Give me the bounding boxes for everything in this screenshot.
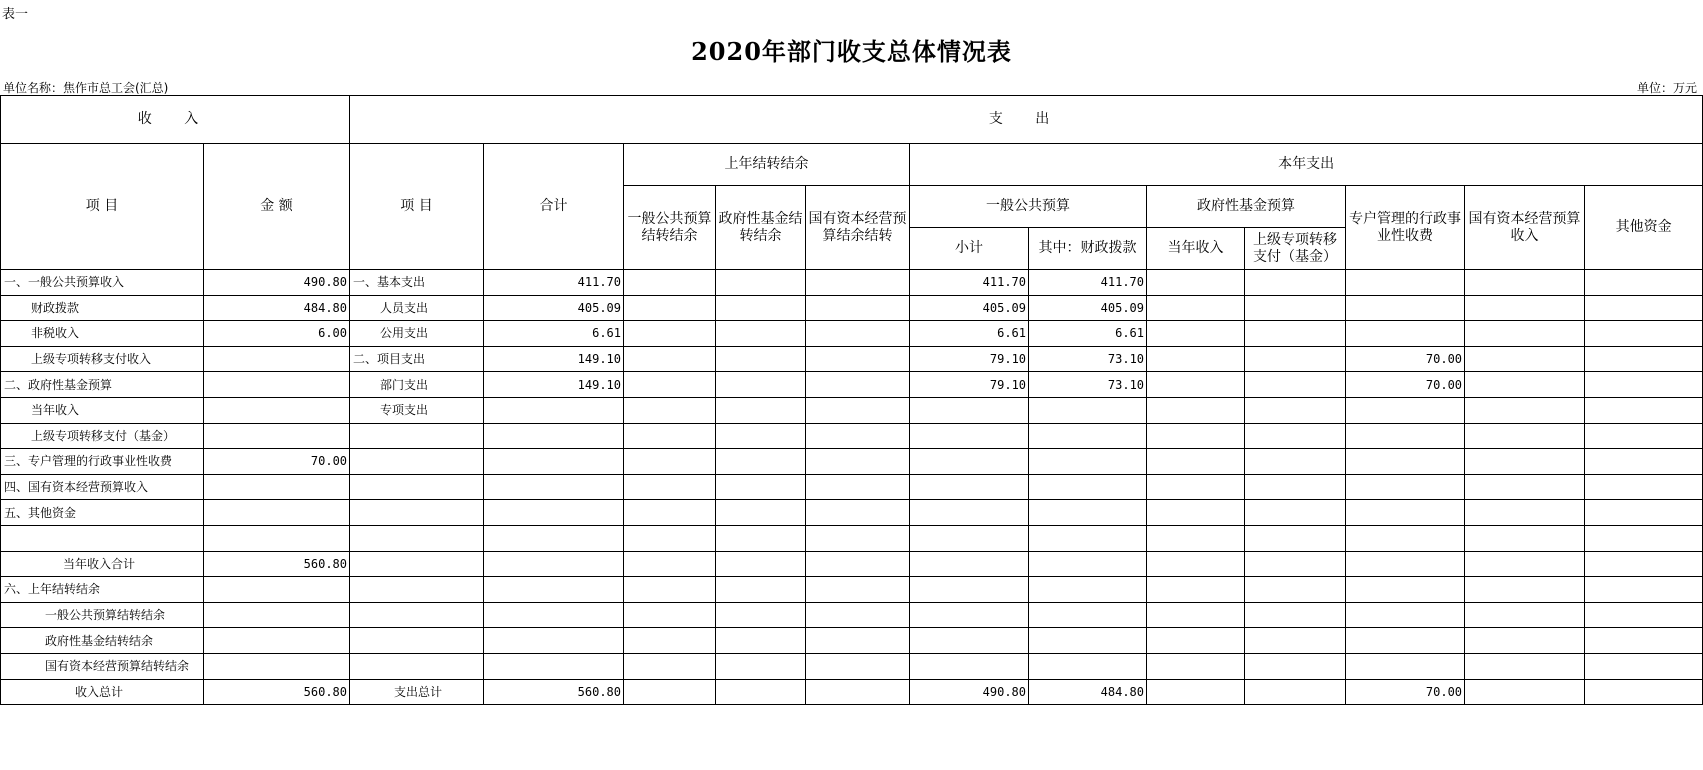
income-amount-cell	[204, 577, 350, 603]
subtotal-cell	[910, 500, 1029, 526]
total-cell: 6.61	[484, 321, 624, 347]
income-amount-cell	[204, 474, 350, 500]
gen-balance-cell	[624, 270, 716, 296]
budget-table	[0, 95, 1703, 705]
state-income-cell	[1465, 653, 1585, 679]
transfer-cell	[1245, 346, 1346, 372]
income-item-cell: 二、政府性基金预算	[1, 372, 204, 398]
header-gen-balance: 一般公共预算结转结余	[624, 186, 716, 270]
gov-balance-cell	[716, 346, 806, 372]
fiscal-cell: 6.61	[1029, 321, 1147, 347]
gen-balance-cell	[624, 602, 716, 628]
state-income-cell	[1465, 500, 1585, 526]
income-amount-cell	[204, 653, 350, 679]
special-fee-cell	[1346, 295, 1465, 321]
income-amount-cell	[204, 628, 350, 654]
income-item-cell: 五、其他资金	[1, 500, 204, 526]
income-amount-cell	[204, 346, 350, 372]
gov-balance-cell	[716, 551, 806, 577]
expense-item-cell	[350, 577, 484, 603]
income-amount-cell	[204, 500, 350, 526]
header-income-item: 项 目	[1, 144, 204, 270]
gen-balance-cell	[624, 321, 716, 347]
transfer-cell	[1245, 628, 1346, 654]
expense-item-cell: 一、基本支出	[350, 270, 484, 296]
table-row	[1, 346, 1703, 372]
fiscal-cell	[1029, 397, 1147, 423]
state-balance-cell	[806, 500, 910, 526]
fiscal-cell	[1029, 474, 1147, 500]
header-expense-item: 项 目	[350, 144, 484, 270]
state-balance-cell	[806, 628, 910, 654]
state-income-cell	[1465, 474, 1585, 500]
gov-balance-cell	[716, 500, 806, 526]
subtotal-cell	[910, 577, 1029, 603]
gen-balance-cell	[624, 423, 716, 449]
header-upper-transfer: 上级专项转移支付（基金）	[1245, 228, 1346, 270]
total-cell: 149.10	[484, 372, 624, 398]
other-cell	[1585, 397, 1703, 423]
gov-balance-cell	[716, 602, 806, 628]
current-income-cell	[1147, 577, 1245, 603]
other-cell	[1585, 321, 1703, 347]
current-income-cell	[1147, 602, 1245, 628]
state-balance-cell	[806, 270, 910, 296]
special-fee-cell: 70.00	[1346, 679, 1465, 705]
fiscal-cell	[1029, 602, 1147, 628]
subtotal-cell: 490.80	[910, 679, 1029, 705]
subtotal-cell	[910, 423, 1029, 449]
header-gov-fund-budget: 政府性基金预算	[1147, 186, 1346, 228]
other-cell	[1585, 449, 1703, 475]
expense-item-cell	[350, 500, 484, 526]
gov-balance-cell	[716, 525, 806, 551]
total-cell	[484, 500, 624, 526]
gen-balance-cell	[624, 449, 716, 475]
special-fee-cell	[1346, 474, 1465, 500]
income-item-cell: 六、上年结转结余	[1, 577, 204, 603]
table-row	[1, 577, 1703, 603]
state-income-cell	[1465, 449, 1585, 475]
gen-balance-cell	[624, 653, 716, 679]
state-income-cell	[1465, 397, 1585, 423]
header-gen-budget: 一般公共预算	[910, 186, 1147, 228]
expense-item-cell	[350, 551, 484, 577]
transfer-cell	[1245, 372, 1346, 398]
state-balance-cell	[806, 295, 910, 321]
other-cell	[1585, 270, 1703, 296]
transfer-cell	[1245, 653, 1346, 679]
special-fee-cell	[1346, 449, 1465, 475]
current-income-cell	[1147, 551, 1245, 577]
special-fee-cell	[1346, 321, 1465, 347]
gov-balance-cell	[716, 449, 806, 475]
table-row	[1, 270, 1703, 296]
fiscal-cell	[1029, 525, 1147, 551]
income-item-cell: 当年收入合计	[1, 551, 204, 577]
expense-item-cell	[350, 628, 484, 654]
header-of-which-fiscal: 其中：财政拨款	[1029, 228, 1147, 270]
transfer-cell	[1245, 321, 1346, 347]
other-cell	[1585, 423, 1703, 449]
other-cell	[1585, 653, 1703, 679]
income-amount-cell: 560.80	[204, 551, 350, 577]
transfer-cell	[1245, 551, 1346, 577]
income-item-cell	[1, 525, 204, 551]
table-row	[1, 372, 1703, 398]
expense-item-cell: 专项支出	[350, 397, 484, 423]
fiscal-cell: 484.80	[1029, 679, 1147, 705]
state-balance-cell	[806, 321, 910, 347]
fiscal-cell	[1029, 449, 1147, 475]
state-income-cell	[1465, 295, 1585, 321]
income-amount-cell: 70.00	[204, 449, 350, 475]
gen-balance-cell	[624, 397, 716, 423]
transfer-cell	[1245, 397, 1346, 423]
current-income-cell	[1147, 295, 1245, 321]
subtotal-cell	[910, 551, 1029, 577]
state-income-cell	[1465, 423, 1585, 449]
expense-item-cell: 人员支出	[350, 295, 484, 321]
total-cell	[484, 423, 624, 449]
total-cell	[484, 525, 624, 551]
subtotal-cell	[910, 653, 1029, 679]
table-row	[1, 423, 1703, 449]
subtotal-cell: 405.09	[910, 295, 1029, 321]
fiscal-cell	[1029, 551, 1147, 577]
transfer-cell	[1245, 295, 1346, 321]
header-other-funds: 其他资金	[1585, 186, 1703, 270]
gov-balance-cell	[716, 577, 806, 603]
subtotal-cell	[910, 474, 1029, 500]
total-cell	[484, 449, 624, 475]
subtotal-cell: 79.10	[910, 372, 1029, 398]
income-amount-cell: 6.00	[204, 321, 350, 347]
total-cell	[484, 653, 624, 679]
table-row	[1, 295, 1703, 321]
current-income-cell	[1147, 474, 1245, 500]
other-cell	[1585, 500, 1703, 526]
state-income-cell	[1465, 602, 1585, 628]
income-amount-cell: 484.80	[204, 295, 350, 321]
state-income-cell	[1465, 346, 1585, 372]
other-cell	[1585, 577, 1703, 603]
gov-balance-cell	[716, 372, 806, 398]
current-income-cell	[1147, 397, 1245, 423]
expense-item-cell	[350, 423, 484, 449]
table-row	[1, 679, 1703, 705]
total-cell	[484, 577, 624, 603]
transfer-cell	[1245, 474, 1346, 500]
header-current-income: 当年收入	[1147, 228, 1245, 270]
fiscal-cell	[1029, 500, 1147, 526]
state-balance-cell	[806, 679, 910, 705]
current-income-cell	[1147, 679, 1245, 705]
current-income-cell	[1147, 346, 1245, 372]
gen-balance-cell	[624, 372, 716, 398]
expense-item-cell	[350, 602, 484, 628]
state-balance-cell	[806, 397, 910, 423]
fiscal-cell: 411.70	[1029, 270, 1147, 296]
state-income-cell	[1465, 577, 1585, 603]
total-cell	[484, 602, 624, 628]
table-row	[1, 449, 1703, 475]
special-fee-cell: 70.00	[1346, 346, 1465, 372]
total-cell: 149.10	[484, 346, 624, 372]
other-cell	[1585, 602, 1703, 628]
special-fee-cell	[1346, 602, 1465, 628]
state-income-cell	[1465, 679, 1585, 705]
subtotal-cell: 6.61	[910, 321, 1029, 347]
gen-balance-cell	[624, 295, 716, 321]
table-row	[1, 628, 1703, 654]
state-income-cell	[1465, 270, 1585, 296]
fiscal-cell: 73.10	[1029, 346, 1147, 372]
gen-balance-cell	[624, 474, 716, 500]
special-fee-cell: 70.00	[1346, 372, 1465, 398]
header-subtotal: 小计	[910, 228, 1029, 270]
other-cell	[1585, 628, 1703, 654]
current-income-cell	[1147, 525, 1245, 551]
subtotal-cell: 79.10	[910, 346, 1029, 372]
income-item-cell: 财政拨款	[1, 295, 204, 321]
header-gov-fund-balance: 政府性基金结转结余	[716, 186, 806, 270]
state-balance-cell	[806, 474, 910, 500]
state-income-cell	[1465, 525, 1585, 551]
other-cell	[1585, 372, 1703, 398]
expense-item-cell: 支出总计	[350, 679, 484, 705]
income-amount-cell	[204, 602, 350, 628]
state-balance-cell	[806, 577, 910, 603]
special-fee-cell	[1346, 628, 1465, 654]
total-cell: 411.70	[484, 270, 624, 296]
table-row	[1, 525, 1703, 551]
sheet-label: 表一	[2, 7, 29, 22]
transfer-cell	[1245, 525, 1346, 551]
fiscal-cell: 73.10	[1029, 372, 1147, 398]
page-title: 2020年部门收支总体情况表	[691, 37, 1012, 66]
gov-balance-cell	[716, 679, 806, 705]
header-row-1	[1, 96, 1703, 144]
header-total: 合计	[484, 144, 624, 270]
expense-item-cell: 二、项目支出	[350, 346, 484, 372]
income-item-cell: 政府性基金结转结余	[1, 628, 204, 654]
state-balance-cell	[806, 653, 910, 679]
income-amount-cell: 560.80	[204, 679, 350, 705]
gen-balance-cell	[624, 500, 716, 526]
expense-item-cell: 部门支出	[350, 372, 484, 398]
income-item-cell: 当年收入	[1, 397, 204, 423]
income-amount-cell: 490.80	[204, 270, 350, 296]
subtotal-cell	[910, 525, 1029, 551]
header-expense: 支 出	[350, 96, 1703, 144]
table-row	[1, 500, 1703, 526]
header-amount: 金 额	[204, 144, 350, 270]
table-row	[1, 474, 1703, 500]
special-fee-cell	[1346, 551, 1465, 577]
current-income-cell	[1147, 653, 1245, 679]
income-item-cell: 非税收入	[1, 321, 204, 347]
gov-balance-cell	[716, 474, 806, 500]
gen-balance-cell	[624, 628, 716, 654]
state-balance-cell	[806, 525, 910, 551]
gen-balance-cell	[624, 346, 716, 372]
gov-balance-cell	[716, 270, 806, 296]
subtotal-cell	[910, 628, 1029, 654]
state-balance-cell	[806, 449, 910, 475]
gen-balance-cell	[624, 679, 716, 705]
special-fee-cell	[1346, 525, 1465, 551]
transfer-cell	[1245, 577, 1346, 603]
subtotal-cell	[910, 449, 1029, 475]
table-row	[1, 397, 1703, 423]
table-row	[1, 551, 1703, 577]
other-cell	[1585, 474, 1703, 500]
current-income-cell	[1147, 321, 1245, 347]
fiscal-cell	[1029, 423, 1147, 449]
header-income: 收 入	[1, 96, 350, 144]
income-item-cell: 一般公共预算结转结余	[1, 602, 204, 628]
transfer-cell	[1245, 679, 1346, 705]
total-cell: 405.09	[484, 295, 624, 321]
total-cell	[484, 397, 624, 423]
fiscal-cell	[1029, 577, 1147, 603]
state-income-cell	[1465, 321, 1585, 347]
other-cell	[1585, 525, 1703, 551]
transfer-cell	[1245, 449, 1346, 475]
current-income-cell	[1147, 449, 1245, 475]
transfer-cell	[1245, 602, 1346, 628]
state-balance-cell	[806, 551, 910, 577]
income-amount-cell	[204, 372, 350, 398]
income-amount-cell	[204, 525, 350, 551]
transfer-cell	[1245, 500, 1346, 526]
total-cell	[484, 474, 624, 500]
header-prev-balance: 上年结转结余	[624, 144, 910, 186]
income-item-cell: 上级专项转移支付（基金）	[1, 423, 204, 449]
other-cell	[1585, 346, 1703, 372]
current-income-cell	[1147, 423, 1245, 449]
income-amount-cell	[204, 423, 350, 449]
current-income-cell	[1147, 372, 1245, 398]
special-fee-cell	[1346, 423, 1465, 449]
special-fee-cell	[1346, 270, 1465, 296]
special-fee-cell	[1346, 500, 1465, 526]
expense-item-cell	[350, 653, 484, 679]
income-item-cell: 国有资本经营预算结转结余	[1, 653, 204, 679]
subtotal-cell	[910, 602, 1029, 628]
transfer-cell	[1245, 423, 1346, 449]
state-balance-cell	[806, 372, 910, 398]
other-cell	[1585, 551, 1703, 577]
total-cell	[484, 628, 624, 654]
special-fee-cell	[1346, 397, 1465, 423]
unit-name: 单位名称：焦作市总工会(汇总)	[3, 81, 169, 95]
transfer-cell	[1245, 270, 1346, 296]
current-income-cell	[1147, 500, 1245, 526]
other-cell	[1585, 679, 1703, 705]
table-row	[1, 321, 1703, 347]
total-cell	[484, 551, 624, 577]
subtotal-cell: 411.70	[910, 270, 1029, 296]
fiscal-cell	[1029, 653, 1147, 679]
income-item-cell: 三、专户管理的行政事业性收费	[1, 449, 204, 475]
gov-balance-cell	[716, 321, 806, 347]
gen-balance-cell	[624, 525, 716, 551]
state-income-cell	[1465, 551, 1585, 577]
expense-item-cell	[350, 525, 484, 551]
other-cell	[1585, 295, 1703, 321]
total-cell: 560.80	[484, 679, 624, 705]
state-income-cell	[1465, 628, 1585, 654]
gov-balance-cell	[716, 295, 806, 321]
income-item-cell: 四、国有资本经营预算收入	[1, 474, 204, 500]
fiscal-cell: 405.09	[1029, 295, 1147, 321]
state-balance-cell	[806, 423, 910, 449]
current-income-cell	[1147, 628, 1245, 654]
gov-balance-cell	[716, 628, 806, 654]
gov-balance-cell	[716, 653, 806, 679]
header-special-fee: 专户管理的行政事业性收费	[1346, 186, 1465, 270]
state-balance-cell	[806, 346, 910, 372]
current-income-cell	[1147, 270, 1245, 296]
special-fee-cell	[1346, 577, 1465, 603]
header-row-2	[1, 144, 1703, 186]
expense-item-cell	[350, 449, 484, 475]
header-state-capital-income: 国有资本经营预算收入	[1465, 186, 1585, 270]
header-current-expense: 本年支出	[910, 144, 1703, 186]
special-fee-cell	[1346, 653, 1465, 679]
expense-item-cell: 公用支出	[350, 321, 484, 347]
gov-balance-cell	[716, 423, 806, 449]
income-item-cell: 上级专项转移支付收入	[1, 346, 204, 372]
subtotal-cell	[910, 397, 1029, 423]
gen-balance-cell	[624, 577, 716, 603]
state-income-cell	[1465, 372, 1585, 398]
table-row	[1, 602, 1703, 628]
income-item-cell: 一、一般公共预算收入	[1, 270, 204, 296]
fiscal-cell	[1029, 628, 1147, 654]
state-balance-cell	[806, 602, 910, 628]
gen-balance-cell	[624, 551, 716, 577]
gov-balance-cell	[716, 397, 806, 423]
expense-item-cell	[350, 474, 484, 500]
table-row	[1, 653, 1703, 679]
unit-label: 单位：万元	[1636, 81, 1697, 95]
income-amount-cell	[204, 397, 350, 423]
header-state-capital-balance: 国有资本经营预算结余结转	[806, 186, 910, 270]
income-item-cell: 收入总计	[1, 679, 204, 705]
